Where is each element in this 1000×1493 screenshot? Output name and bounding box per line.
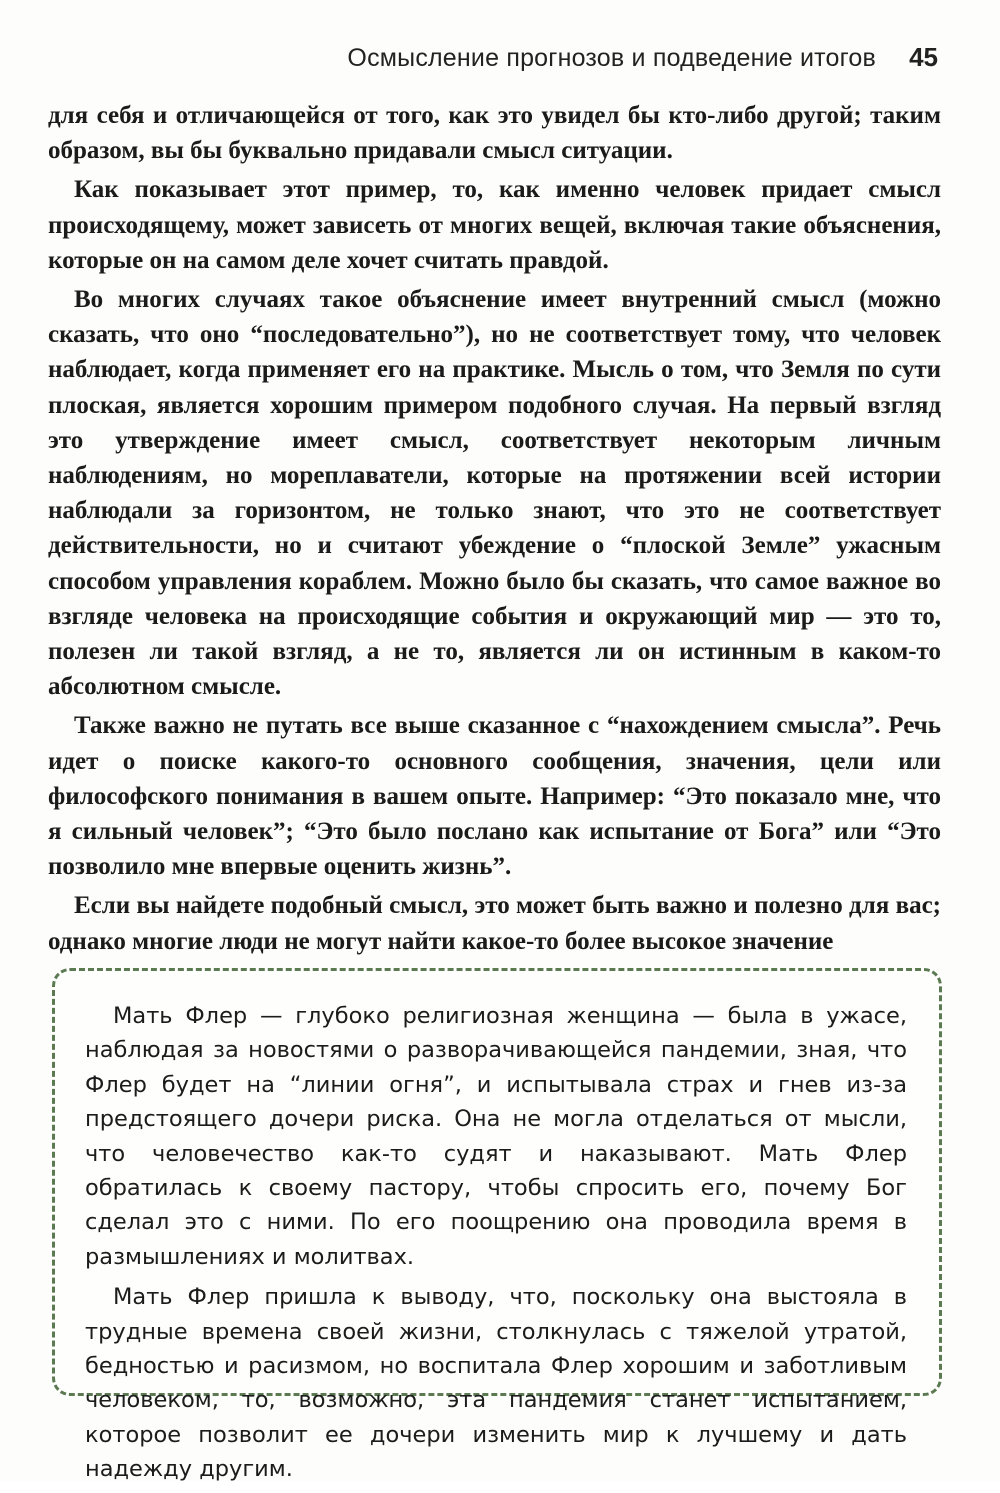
page-number: 45 [909,42,938,72]
running-head [48,40,938,80]
case-paragraph: Мать Флер — глубоко религиозная женщина — была в ужасе, наблюдая за новостями о разворачивающейся пандемии, зная, что Флер будет на “линии огня”, и испытывала страх и гнев из-за предстоящего дочери риска. Она не могла отделаться от мысли, что человечество как-то судят и наказывают. Мать Флер обратилась к своему пастору, чтобы спросить его, почему Бог сделал это с ними. По его поощрению она проводила время в размышлениях и молитвах. [85,1003,907,1270]
paragraph: Также важно не путать все выше сказанное с “нахождением смысла”. Речь идет о поиске какого-то основного сообщения, значения, цели или философского понимания в вашем опыте. Например: “Это показало мне, что я сильный человек”; “Это было послано как испытание от Бога” или “Это позволило мне впервые оценить жизнь”. [48,712,941,881]
case-example-text [85,999,907,1493]
paragraph: Во многих случаях такое объяснение имеет внутренний смысл (можно сказать, что оно “последовательно”), но не соответствует тому, что человек наблюдает, когда применяет его на практике. Мысль о том, что Земля по сути плоская, является хорошим примером подобного случая. На первый взгляд это утверждение имеет смысл, соответствует некоторым личным наблюдениям, но мореплаватели, которые на протяжении всей истории наблюдали за горизонтом, не только знают, что это не соответствует действительности, но и считают убеждение о “плоской Земле” ужасным способом управления кораблем. Можно было бы сказать, что самое важное во взгляде человека на происходящие события и окружающий мир — это то, полезен ли такой взгляд, а не то, является ли он истинным в каком-то абсолютном смысле. [48,286,941,701]
paragraph: Как показывает этот пример, то, как именно человек придает смысл происходящему, может зависеть от многих вещей, включая такие объяснения, которые он на самом деле хочет считать правдой. [48,176,941,274]
case-example-box [52,968,942,1483]
main-text [48,98,941,963]
case-paragraph: Мать Флер пришла к выводу, что, поскольку она выстояла в трудные времена своей жизни, столкнулась с тяжелой утратой, бедностью и расизмом, но воспитала Флер хорошим и заботливым человеком, то, возможно, эта пандемия станет испытанием, которое позволит ее дочери изменить мир к лучшему и дать надежду другим. [85,1284,907,1483]
paragraph-continued: для себя и отличающейся от того, как это увидел бы кто-либо другой; таким образом, вы бы буквально придавали смысл ситуации. [48,102,941,165]
running-title: Осмысление прогнозов и подведение итогов [347,44,876,72]
paragraph: Если вы найдете подобный смысл, это может быть важно и полезно для вас; однако многие люди не могут найти какое-то более высокое значение [48,892,941,955]
